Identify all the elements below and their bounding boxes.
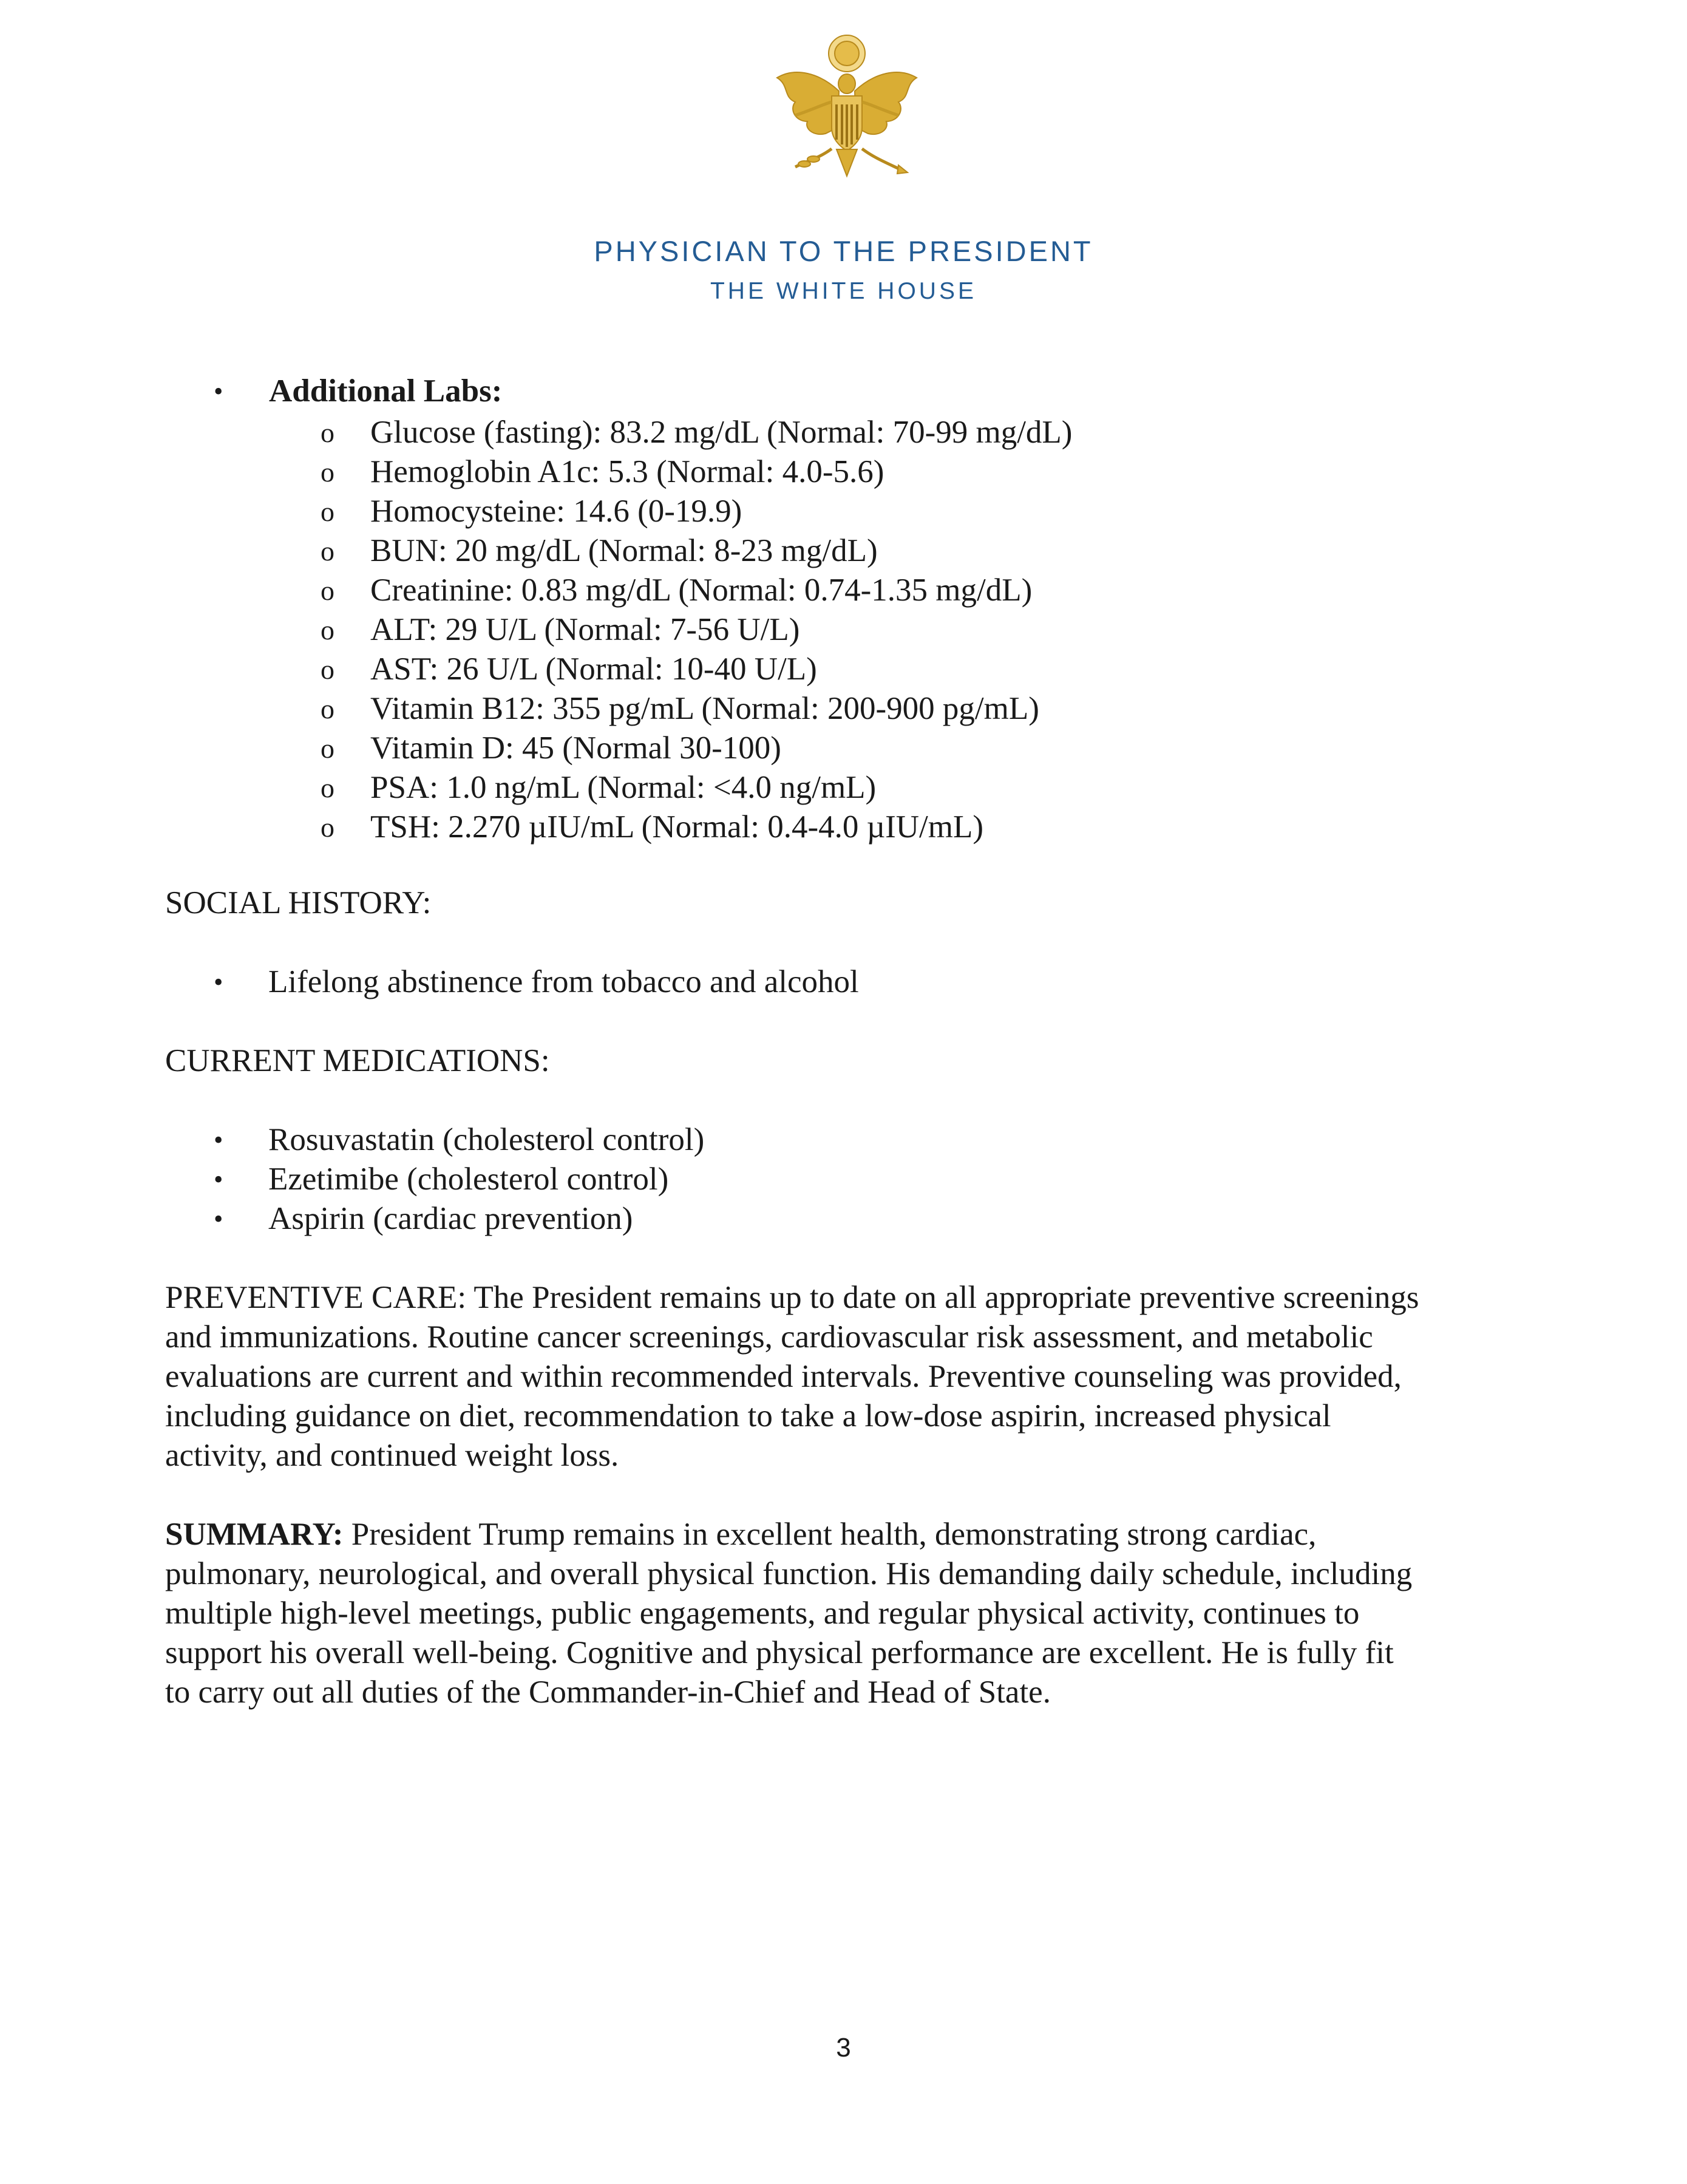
lab-value: Homocysteine: 14.6 (0-19.9): [370, 494, 742, 529]
paragraph-line: including guidance on diet, recommendation to take a low-dose aspirin, increased physical: [165, 1398, 1331, 1434]
lab-value: Creatinine: 0.83 mg/dL (Normal: 0.74-1.35 mg/dL): [370, 573, 1033, 608]
list-item: [214, 962, 859, 1002]
social-history-item: Lifelong abstinence from tobacco and alcohol: [268, 964, 859, 999]
list-marker: o: [321, 575, 334, 606]
list-marker: o: [321, 536, 334, 566]
labs-list: [321, 413, 1072, 847]
social-history-list: [214, 962, 859, 1002]
social-history-heading: SOCIAL HISTORY:: [165, 885, 432, 920]
paragraph-line: multiple high-level meetings, public engagements, and regular physical activity, continues to: [165, 1596, 1360, 1631]
medications-list: [214, 1120, 704, 1239]
list-item: [321, 689, 1072, 729]
lab-value: Vitamin D: 45 (Normal 30-100): [370, 730, 781, 766]
medication-item: Rosuvastatin (cholesterol control): [268, 1122, 705, 1157]
list-marker: o: [321, 654, 334, 685]
page-number: 3: [836, 2033, 851, 2063]
list-item: [321, 729, 1072, 768]
list-item: [214, 1160, 704, 1199]
current-medications-heading: CURRENT MEDICATIONS:: [165, 1043, 550, 1078]
list-marker: o: [321, 614, 334, 645]
list-marker: o: [321, 457, 334, 488]
list-item: [321, 768, 1072, 808]
medication-item: Ezetimibe (cholesterol control): [268, 1162, 669, 1197]
list-item: [321, 531, 1072, 571]
paragraph-line: and immunizations. Routine cancer screenings, cardiovascular risk assessment, and metabolic: [165, 1319, 1373, 1355]
paragraph-line: [165, 1515, 1525, 1554]
list-item: [321, 413, 1072, 452]
paragraph-line: support his overall well-being. Cognitive and physical performance are excellent. He is fully fit: [165, 1635, 1394, 1670]
lab-value: AST: 26 U/L (Normal: 10-40 U/L): [370, 651, 817, 687]
summary-paragraph: [165, 1515, 1525, 1712]
list-marker: •: [214, 967, 223, 997]
list-marker: •: [214, 1165, 223, 1194]
preventive-care-paragraph: [165, 1278, 1525, 1475]
letterhead-subtitle: THE WHITE HOUSE: [710, 278, 977, 304]
list-marker: o: [321, 496, 334, 527]
list-item: [321, 492, 1072, 531]
paragraph-line: pulmonary, neurological, and overall physical function. His demanding daily schedule, including: [165, 1556, 1413, 1591]
list-item: [321, 650, 1072, 689]
lab-value: TSH: 2.270 µIU/mL (Normal: 0.4-4.0 µIU/mL): [370, 809, 984, 845]
list-marker: o: [321, 733, 334, 764]
lab-value: PSA: 1.0 ng/mL (Normal: <4.0 ng/mL): [370, 770, 877, 805]
list-marker: o: [321, 693, 334, 724]
presidential-seal-icon: [771, 30, 923, 188]
list-item: [214, 1199, 704, 1239]
list-item: [321, 610, 1072, 650]
paragraph-line: evaluations are current and within recommended intervals. Preventive counseling was provided,: [165, 1359, 1402, 1394]
list-item: [214, 1120, 704, 1160]
list-item: [321, 808, 1072, 847]
list-item: [321, 452, 1072, 492]
summary-text: President Trump remains in excellent health, demonstrating strong cardiac,: [343, 1517, 1317, 1552]
labs-bullet: •: [214, 376, 223, 406]
paragraph-line: PREVENTIVE CARE: The President remains up to date on all appropriate preventive screenings: [165, 1280, 1419, 1315]
lab-value: Vitamin B12: 355 pg/mL (Normal: 200-900 pg/mL): [370, 691, 1039, 726]
list-marker: •: [214, 1204, 223, 1234]
medication-item: Aspirin (cardiac prevention): [268, 1201, 633, 1236]
list-marker: o: [321, 812, 334, 843]
labs-header: Additional Labs:: [269, 373, 503, 409]
paragraph-line: to carry out all duties of the Commander-in-Chief and Head of State.: [165, 1675, 1051, 1710]
summary-label: SUMMARY:: [165, 1517, 344, 1552]
lab-value: Glucose (fasting): 83.2 mg/dL (Normal: 70-99 mg/dL): [370, 415, 1073, 450]
lab-value: Hemoglobin A1c: 5.3 (Normal: 4.0-5.6): [370, 454, 884, 489]
paragraph-line: activity, and continued weight loss.: [165, 1438, 619, 1473]
list-marker: o: [321, 772, 334, 803]
list-item: [321, 571, 1072, 610]
lab-value: ALT: 29 U/L (Normal: 7-56 U/L): [370, 612, 800, 647]
lab-value: BUN: 20 mg/dL (Normal: 8-23 mg/dL): [370, 533, 878, 568]
list-marker: o: [321, 417, 334, 448]
list-marker: •: [214, 1125, 223, 1155]
letterhead-title: PHYSICIAN TO THE PRESIDENT: [594, 235, 1093, 267]
